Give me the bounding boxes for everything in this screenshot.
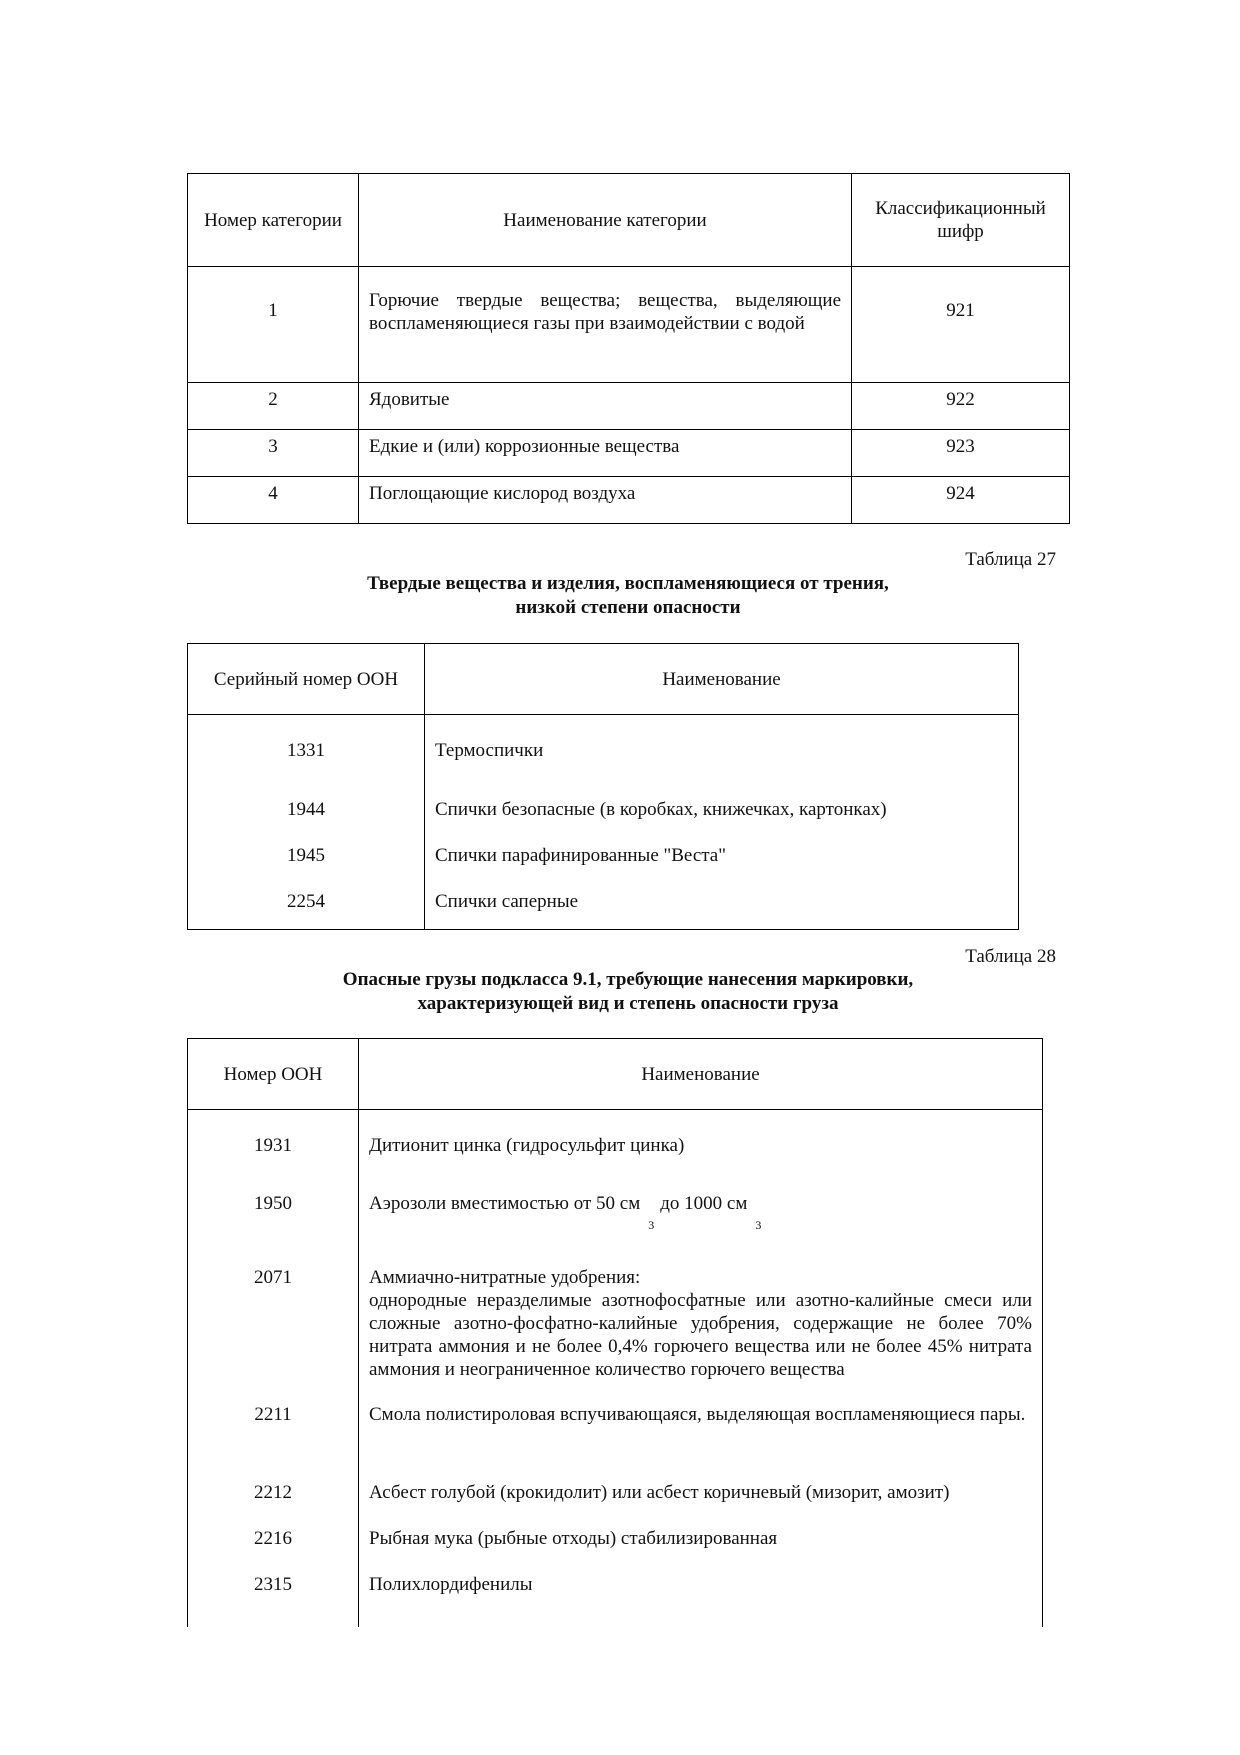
category-number: 1	[188, 267, 359, 383]
item-name: Асбест голубой (крокидолит) или асбест коричневый (мизорит, амозит)	[359, 1469, 1043, 1515]
item-name	[359, 1391, 1043, 1469]
table-row	[188, 1469, 1043, 1515]
table-row	[188, 430, 1070, 477]
table-row	[188, 1561, 1043, 1627]
un-number: 1950	[188, 1181, 359, 1254]
un-number: 2315	[188, 1561, 359, 1627]
table-row	[188, 1110, 1043, 1181]
category-table	[187, 173, 1070, 524]
table-27-title	[187, 572, 1069, 620]
item-name: Рыбная мука (рыбные отходы) стабилизированная	[359, 1515, 1043, 1561]
header-name: Наименование	[425, 644, 1019, 715]
table-row	[188, 786, 1019, 832]
item-name-part-2: до 1000 см	[660, 1192, 748, 1214]
category-number: 2	[188, 383, 359, 430]
category-name	[359, 267, 852, 383]
classification-code: 922	[852, 383, 1070, 430]
item-name-heading: Аммиачно-нитратные удобрения:	[369, 1266, 641, 1288]
table-header-row	[188, 1039, 1043, 1110]
un-number: 2254	[188, 878, 425, 930]
table-row	[188, 1181, 1043, 1254]
header-classification-code: Классификационный шифр	[852, 174, 1070, 267]
table-header-row	[188, 174, 1070, 267]
table-27-label: Таблица 27	[965, 549, 1056, 570]
table-28-title	[187, 968, 1069, 1016]
header-category-number: Номер категории	[188, 174, 359, 267]
classification-code: 924	[852, 477, 1070, 524]
header-category-name: Наименование категории	[359, 174, 852, 267]
table-row	[188, 1515, 1043, 1561]
item-name-part-1: Аэрозоли вместимостью от 50 см	[369, 1192, 641, 1214]
item-name: Спички парафинированные "Веста"	[425, 832, 1019, 878]
table-27-title-line-2: низкой степени опасности	[515, 597, 741, 618]
table-28-title-line-1: Опасные грузы подкласса 9.1, требующие нанесения маркировки,	[342, 969, 914, 990]
un-number: 1944	[188, 786, 425, 832]
table-28-title-line-2: характеризующей вид и степень опасности груза	[417, 993, 839, 1014]
item-name: Спички саперные	[425, 878, 1019, 930]
header-name: Наименование	[359, 1039, 1043, 1110]
friction-ignitable-table	[187, 643, 1019, 930]
table-row	[188, 1391, 1043, 1469]
table-row	[188, 267, 1070, 383]
table-row	[188, 832, 1019, 878]
un-number: 2212	[188, 1469, 359, 1515]
table-row	[188, 715, 1019, 786]
table-row	[188, 1254, 1043, 1391]
item-name-description: однородные неразделимые азотнофосфатные или азотно-калийные смеси или сложные азотно-фосфатно-калийные удобрения, содержащие не более 70% нитрата аммония и не более 0,4% горючего вещества или не более 45% нитрата аммония и неограниченное количество горючего вещества	[369, 1289, 1032, 1380]
hazardous-goods-9-1-table	[187, 1038, 1043, 1627]
category-name: Поглощающие кислород воздуха	[359, 477, 852, 524]
item-name	[359, 1254, 1043, 1391]
item-name: Термоспички	[425, 715, 1019, 786]
item-name: Полихлордифенилы	[359, 1561, 1043, 1627]
category-number: 3	[188, 430, 359, 477]
table-28-label: Таблица 28	[965, 946, 1056, 967]
table-row	[188, 383, 1070, 430]
un-number: 1331	[188, 715, 425, 786]
item-name: Дитионит цинка (гидросульфит цинка)	[359, 1110, 1043, 1181]
classification-code: 921	[852, 267, 1070, 383]
category-name: Едкие и (или) коррозионные вещества	[359, 430, 852, 477]
table-header-row	[188, 644, 1019, 715]
item-name	[359, 1181, 1043, 1254]
item-name-text: Смола полистироловая вспучивающаяся, выделяющая воспламеняющиеся пары.	[369, 1403, 1026, 1425]
header-un-number: Номер ООН	[188, 1039, 359, 1110]
un-number: 2211	[188, 1391, 359, 1469]
superscript-3: 3	[755, 1217, 762, 1232]
table-row	[188, 878, 1019, 930]
category-name-text: Горючие твердые вещества; вещества, выделяющие воспламеняющиеся газы при взаимодействии с водой	[369, 290, 841, 334]
category-number: 4	[188, 477, 359, 524]
table-27-title-line-1: Твердые вещества и изделия, воспламеняющиеся от трения,	[367, 573, 889, 594]
header-un-serial-number: Серийный номер ООН	[188, 644, 425, 715]
category-name: Ядовитые	[359, 383, 852, 430]
un-number: 2216	[188, 1515, 359, 1561]
table-row	[188, 477, 1070, 524]
item-name: Спички безопасные (в коробках, книжечках, картонках)	[425, 786, 1019, 832]
superscript-3: 3	[648, 1217, 655, 1232]
un-number: 1931	[188, 1110, 359, 1181]
classification-code: 923	[852, 430, 1070, 477]
un-number: 2071	[188, 1254, 359, 1391]
un-number: 1945	[188, 832, 425, 878]
